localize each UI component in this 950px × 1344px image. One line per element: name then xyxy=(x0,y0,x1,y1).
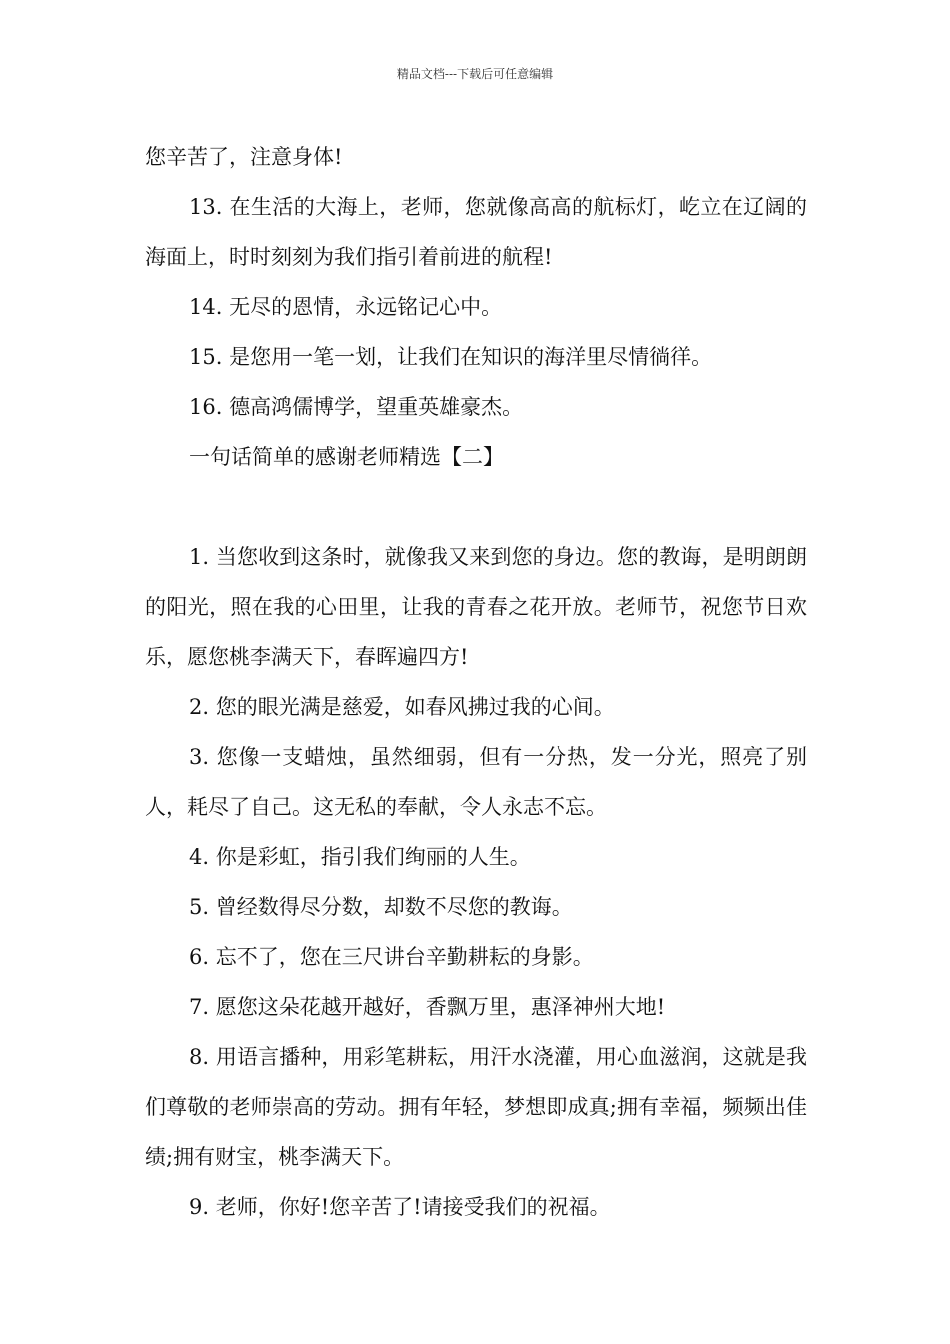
paragraph-item-5: 5. 曾经数得尽分数，却数不尽您的教诲。 xyxy=(189,895,573,919)
paragraph-item-1: 1. 当您收到这条时，就像我又来到您的身边。您的教诲，是明朗朗的阳光，照在我的心田里，让我的青春之花开放。老师节，祝您节日欢乐，愿您桃李满天下，春晖遍四方! xyxy=(145,545,807,669)
paragraph-item-9: 9. 老师，你好!您辛苦了!请接受我们的祝福。 xyxy=(189,1195,611,1219)
document-body xyxy=(145,132,807,1232)
paragraph-item-13: 13. 在生活的大海上，老师，您就像高高的航标灯，屹立在辽阔的海面上，时时刻刻为我们指引着前进的航程! xyxy=(145,195,807,269)
paragraph-item-4: 4. 你是彩虹，指引我们绚丽的人生。 xyxy=(189,845,531,869)
page-header: 精品文档---下载后可任意编辑 xyxy=(396,67,554,81)
paragraph-item-2: 2. 您的眼光满是慈爱，如春风拂过我的心间。 xyxy=(189,695,615,719)
paragraph-continuation: 您辛苦了，注意身体! xyxy=(145,145,343,169)
paragraph-item-3: 3. 您像一支蜡烛，虽然细弱，但有一分热，发一分光，照亮了别人，耗尽了自己。这无私的奉献，令人永志不忘。 xyxy=(145,745,807,819)
paragraph-item-15: 15. 是您用一笔一划，让我们在知识的海洋里尽情徜徉。 xyxy=(189,345,713,369)
paragraph-item-7: 7. 愿您这朵花越开越好，香飘万里，惠泽神州大地! xyxy=(189,995,666,1019)
paragraph-item-8: 8. 用语言播种，用彩笔耕耘，用汗水浇灌，用心血滋润，这就是我们尊敬的老师崇高的劳动。拥有年轻，梦想即成真;拥有幸福，频频出佳绩;拥有财宝，桃李满天下。 xyxy=(145,1045,807,1169)
paragraph-item-14: 14. 无尽的恩情，永远铭记心中。 xyxy=(189,295,503,319)
section-heading: 一句话简单的感谢老师精选【二】 xyxy=(189,445,504,469)
section-spacer xyxy=(145,482,807,532)
paragraph-item-6: 6. 忘不了，您在三尺讲台辛勤耕耘的身影。 xyxy=(189,945,594,969)
paragraph-item-16: 16. 德高鸿儒博学，望重英雄豪杰。 xyxy=(189,395,524,419)
